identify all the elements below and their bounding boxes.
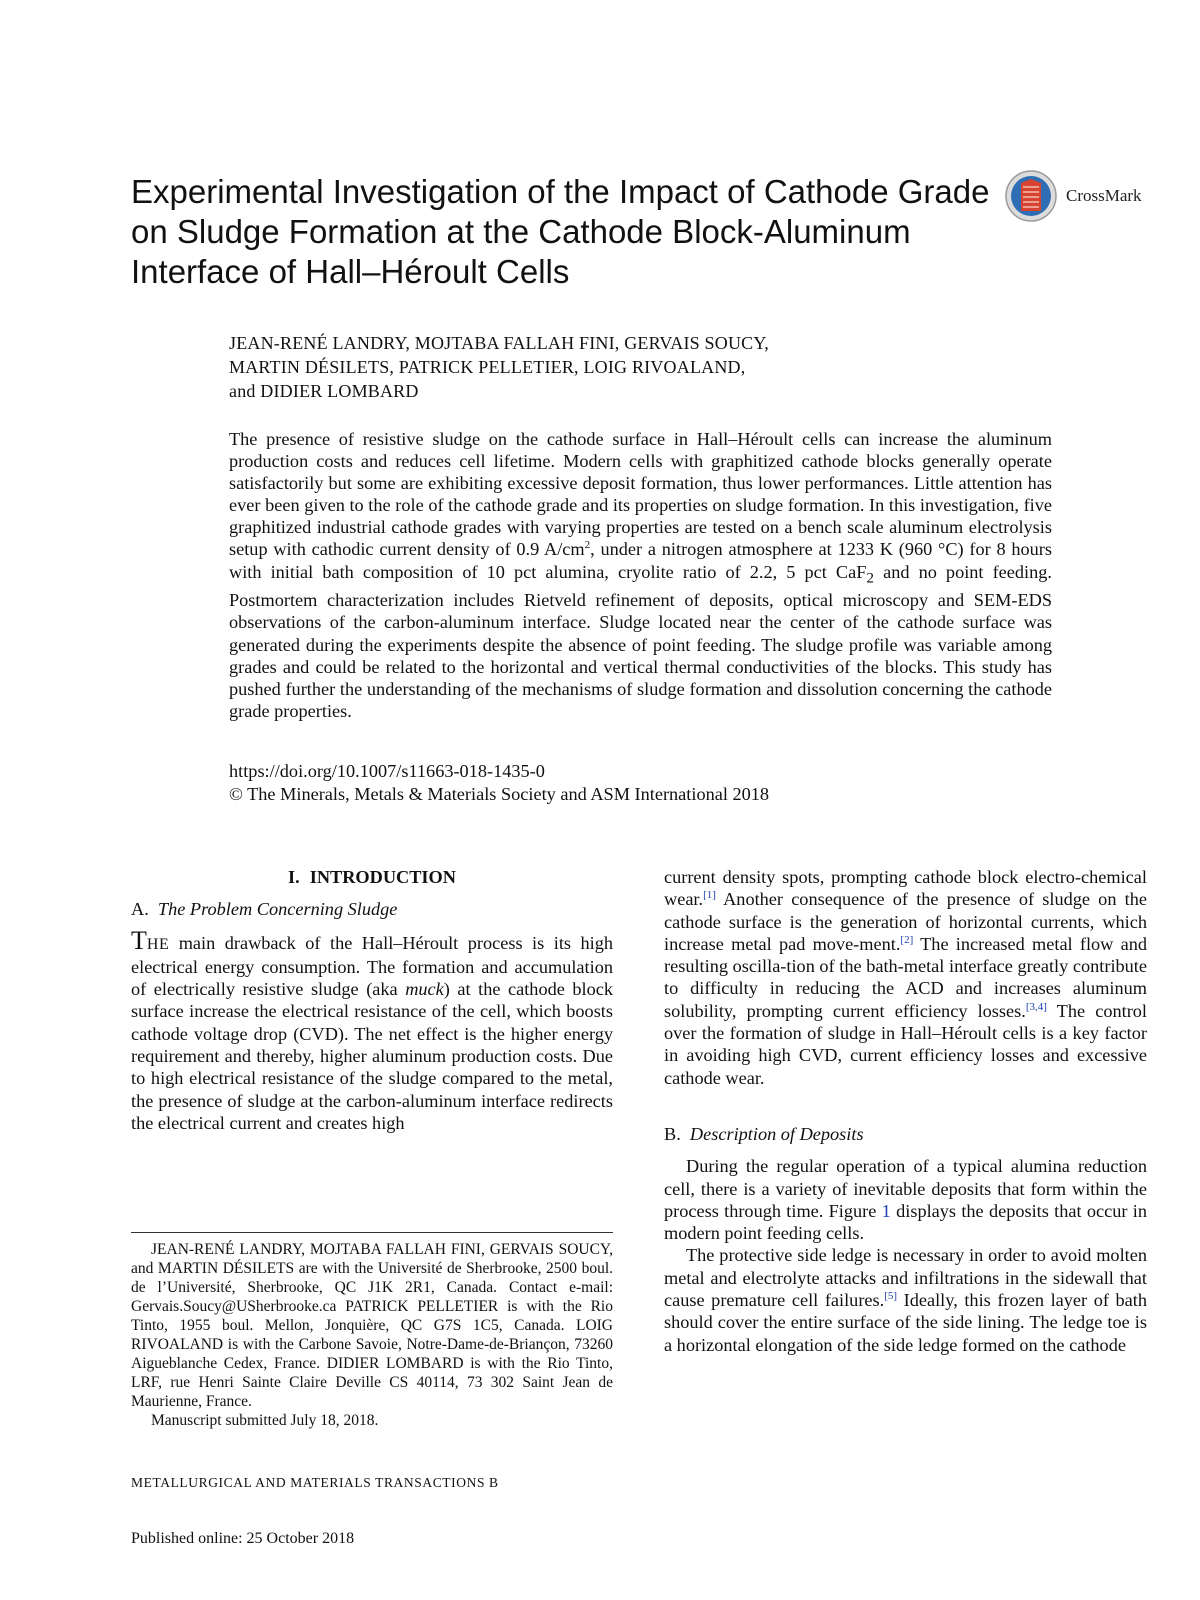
subsection-heading	[664, 1123, 1147, 1145]
doi-link[interactable]: https://doi.org/10.1007/s11663-018-1435-0	[229, 761, 545, 781]
abstract	[229, 428, 1052, 722]
citation-link[interactable]: [1]	[703, 889, 716, 902]
author-line: and DIDIER LOMBARD	[229, 381, 419, 401]
small-caps: HE	[146, 935, 170, 953]
paragraph-text: Ideally, this frozen layer of bath should cover the entire surface of the side lining. The ledge toe is a horizontal elongation of the side ledge formed on the cathode	[664, 1290, 1147, 1355]
paragraph-text: ) at the cathode block surface increase the electrical resistance of the cell, which boosts cathode voltage drop (CVD). The net effect is the higher energy requirement and thereby, higher aluminum production costs. Due to high electrical resistance of the sludge compared to the metal, the presence of sludge at the carbon-aluminum interface redirects the electrical current and creates high	[131, 979, 613, 1133]
subsection-heading	[131, 898, 613, 920]
figure-link[interactable]: 1	[881, 1200, 891, 1221]
citation-link[interactable]: [3,4]	[1025, 1000, 1047, 1013]
journal-name: METALLURGICAL AND MATERIALS TRANSACTIONS B	[131, 1475, 499, 1490]
drop-cap: T	[131, 925, 147, 955]
crossmark-badge[interactable]	[1004, 168, 1164, 224]
paragraph-text: Another consequence of the presence of sludge on the cathode surface is the generation of horizontal currents, which increase metal pad move-ment.	[664, 889, 1147, 954]
publication-date: Published online: 25 October 2018	[131, 1530, 355, 1547]
subscript: 2	[866, 569, 875, 587]
left-column	[131, 866, 613, 1134]
paragraph-text: displays the deposits that occur in modern point feeding cells.	[664, 1200, 1147, 1244]
section-number: I.	[288, 867, 300, 887]
section-heading	[131, 866, 613, 888]
subsection-title: Description of Deposits	[689, 1123, 864, 1144]
submission-date: Manuscript submitted July 18, 2018.	[151, 1412, 379, 1429]
citation-link[interactable]: [2]	[900, 933, 914, 946]
paragraph-text: The control over the formation of sludge in Hall–Héroult cells is a key factor in avoiding high CVD, current efficiency losses and excessive cathode wear.	[664, 1000, 1147, 1088]
paragraph	[664, 1155, 1147, 1244]
author-affiliations	[131, 1240, 613, 1430]
right-column	[664, 866, 1147, 1356]
paragraph-text: current density spots, prompting cathode block electro-chemical wear.	[664, 867, 1147, 910]
subsection-title: The Problem Concerning Sludge	[157, 899, 398, 920]
footnote-divider	[131, 1232, 613, 1233]
paragraph	[664, 1244, 1147, 1355]
paragraph-text: main drawback of the Hall–Héroult process is its high electrical energy consumption. The formation and accumulation of electrically resistive sludge (aka	[131, 932, 613, 1000]
doi-block	[229, 760, 1052, 806]
intro-paragraph	[131, 925, 613, 1135]
subsection-letter: A.	[131, 899, 149, 920]
paper-title: Experimental Investigation of the Impact of Cathode Grade on Sludge Formation at the Cathode Block-Aluminum Interface of Hall–Héroult Cells	[131, 173, 990, 290]
abstract-text: The presence of resistive sludge on the cathode surface in Hall–Héroult cells can increase the aluminum production costs and reduces cell lifetime. Modern cells with graphitized cathode blocks generally operate satisfactorily but some are exhibiting excessive deposit formation, thus lower performances. Little attention has ever been given to the role of the cathode grade and its properties on sludge formation. In this investigation, five graphitized industrial cathode grades with varying properties are tested on a bench scale aluminum electrolysis setup with cathodic current density of 0.9 A/cm	[229, 429, 1052, 560]
crossmark-icon	[1004, 169, 1058, 223]
paragraph-text: The increased metal flow and resulting oscilla-tion of the bath-metal interface greatly contribute to difficulty in reducing the ACD and increases aluminum solubility, prompting current efficiency losses.	[664, 933, 1147, 1021]
section-title: INTRODUCTION	[309, 867, 456, 887]
author-line: MARTIN DÉSILETS, PATRICK PELLETIER, LOIG RIVOALAND,	[229, 357, 746, 377]
author-line: JEAN-RENÉ LANDRY, MOJTABA FALLAH FINI, GERVAIS SOUCY,	[229, 333, 769, 353]
abstract-text: and no point feeding. Postmortem characterization includes Rietveld refinement of deposits, optical microscopy and SEM-EDS observations of the carbon-aluminum interface. Sludge located near the center of the cathode surface was generated during the experiments despite the absence of point feeding. The sludge profile was variable among grades and could be related to the horizontal and vertical thermal conductivities of the blocks. This study has pushed further the understanding of the mechanisms of sludge formation and dissolution concerning the cathode grade properties.	[229, 561, 1052, 721]
author-list	[229, 331, 1029, 403]
copyright-notice: © The Minerals, Metals & Materials Society and ASM International 2018	[229, 784, 770, 804]
crossmark-label: CrossMark	[1066, 186, 1142, 205]
italic-term: muck	[405, 979, 444, 1000]
abstract-text: , under a nitrogen atmosphere at 1233 K (960 °C) for 8 hours with initial bath composition of 10 pct alumina, cryolite ratio of 2.2, 5 pct CaF	[229, 539, 1053, 582]
superscript: 2	[584, 539, 591, 552]
citation-link[interactable]: [5]	[884, 1289, 898, 1302]
subsection-letter: B.	[664, 1123, 681, 1144]
paragraph-text: During the regular operation of a typical alumina reduction cell, there is a variety of inevitable deposits that form within the process through time. Figure	[664, 1156, 1147, 1221]
paragraph-text: The protective side ledge is necessary in order to avoid molten metal and electrolyte attacks and infiltrations in the sidewall that cause premature cell failures.	[664, 1245, 1147, 1311]
paragraph	[664, 866, 1147, 1089]
affiliation-text: JEAN-RENÉ LANDRY, MOJTABA FALLAH FINI, GERVAIS SOUCY, and MARTIN DÉSILETS are with the Université de Sherbrooke, 2500 boul. de l’Université, Sherbrooke, QC J1K 2R1, Canada. Contact e-mail: Gervais.Soucy@USherbrooke.ca PATRICK PELLETIER is with the Rio Tinto, 1955 boul. Mellon, Jonquière, QC G7S 1C5, Canada. LOIG RIVOALAND is with the Carbone Savoie, Notre-Dame-de-Briançon, 73260 Aigueblanche Cedex, France. DIDIER LOMBARD is with the Rio Tinto, LRF, rue Henri Sainte Claire Deville CS 40114, 73 302 Saint Jean de Maurienne, France.	[131, 1241, 613, 1410]
